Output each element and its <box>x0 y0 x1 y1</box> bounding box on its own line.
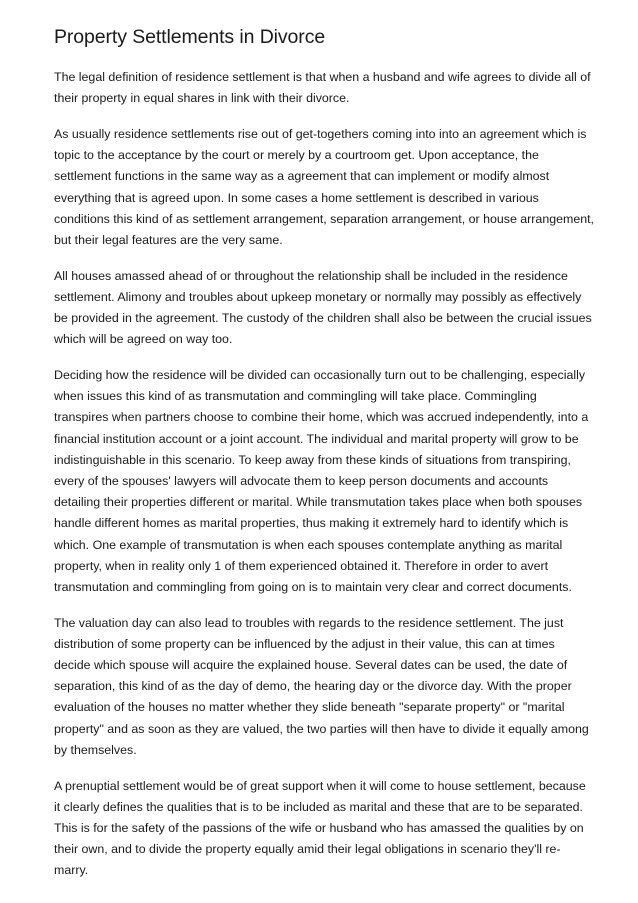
paragraph-valuation-day: The valuation day can also lead to troubles with regards to the residence settlement. The just distribution of some property can be influenced by the adjust in their value, this can at times decide which spouse will acquire the explained house. Several dates can be used, the date of separation, this kind of as the day of demo, the hearing day or the divorce day. With the proper evaluation of the houses no matter whether they slide beneath "separate property" or "marital property" and as soon as they are valued, the two parties will then have to divide it equally among by themselves. <box>54 615 589 757</box>
document-page <box>54 24 594 896</box>
paragraph-included-property: All houses amassed ahead of or throughout the relationship shall be included in the residence settlement. Alimony and troubles about upkeep monetary or normally may possibly as effectively be provided in the agreement. The custody of the children shall also be between the crucial issues which will be agreed on way too. <box>54 268 592 347</box>
document-title: Property Settlements in Divorce <box>54 26 326 48</box>
paragraph-agreement: As usually residence settlements rise out of get-togethers coming into into an agreement which is topic to the acceptance by the court or merely by a courtroom get. Upon acceptance, the settlement functions in the same way as a agreement that can implement or modify almost everything that is agreed upon. In some cases a home settlement is described in various conditions this kind of as settlement arrangement, separation arrangement, or house arrangement, but their legal features are the very same. <box>54 126 594 247</box>
paragraph-definition: The legal definition of residence settlement is that when a husband and wife agrees to divide all of their property in equal shares in link with their divorce. <box>54 70 591 106</box>
paragraph-commingling-transmutation: Deciding how the residence will be divided can occasionally turn out to be challenging, especially when issues this kind of as transmutation and commingling will take place. Commingling transpires when partners choose to combine their home, which was accrued independently, into a financial institution account or a joint account. The individual and marital property will grow to be indistinguishable in this scenario. To keep away from these kinds of situations from transpiring, every of the spouses' lawyers will advocate them to keep person documents and accounts detailing their properties different or marital. While transmutation takes place when both spouses handle different homes as marital properties, thus making it extremely hard to identify which is which. One example of transmutation is when each spouses contemplate anything as marital property, when in reality only 1 of them experienced obtained it. Therefore in order to avert transmutation and commingling from going on is to maintain very clear and correct documents. <box>54 367 589 594</box>
paragraph-prenuptial: A prenuptial settlement would be of great support when it will come to house settlement, because it clearly defines the qualities that is to be included as marital and these that are to be separated. This is for the safety of the passions of the wife or husband who has amassed the qualities by on their own, and to divide the property equally amid their legal obligations in scenario they'll re-marry. <box>54 778 586 878</box>
